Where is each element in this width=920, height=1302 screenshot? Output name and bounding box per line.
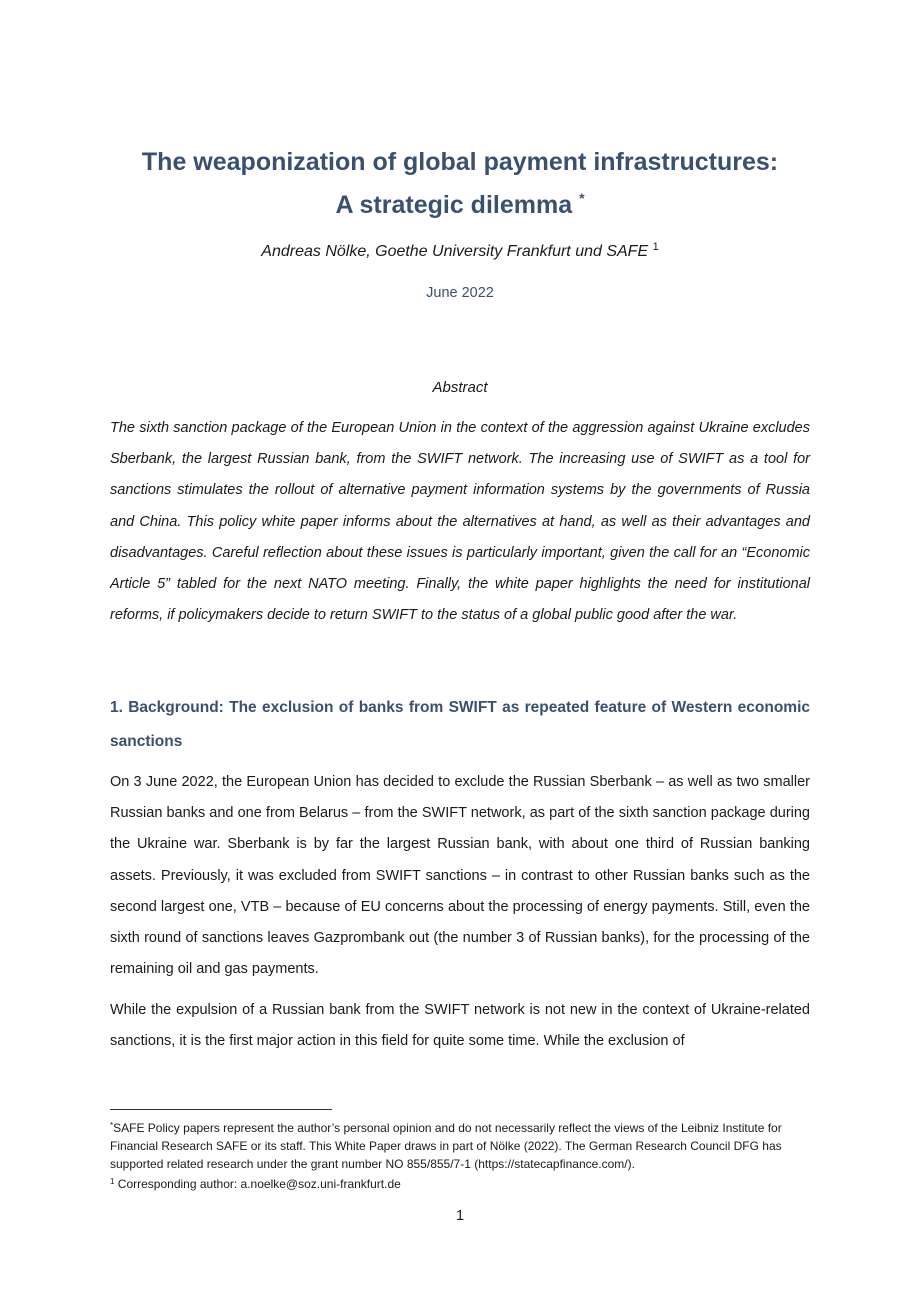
body-paragraph: While the expulsion of a Russian bank from the SWIFT network is not new in the context of Ukraine-related sanctions, it is the first major action in this field for quite some time. While the exclusion of: [110, 1002, 810, 1050]
footnote: [110, 1117, 810, 1173]
abstract-heading: Abstract: [432, 379, 488, 396]
abstract-text: The sixth sanction package of the European Union in the context of the aggression against Ukraine excludes Sberbank, the largest Russian bank, from the SWIFT network. The increasing use of SWIFT as a tool for sanctions stimulates the rollout of alternative payment information systems by the governments of Russia and China. This policy white paper informs about the alternatives at hand, as well as their advantages and disadvantages. Careful reflection about these issues is particularly important, given the call for an “Economic Article 5” tabled for the next NATO meeting. Finally, the white paper highlights the need for institutional reforms, if policymakers decide to return SWIFT to the status of a global public good after the war.: [110, 420, 810, 624]
title-line-2: A strategic dilemma: [335, 191, 573, 219]
footnotes: [110, 1117, 810, 1193]
paper-title: [60, 144, 860, 223]
footnote-text: SAFE Policy papers represent the author’s personal opinion and do not necessarily reflect the views of the Leibniz Institute for Financial Research SAFE or its staff. This White Paper draws in part of Nölke (2022). The German Research Council DFG has supported related research under the grant number NO 855/855/7-1 (https://statecapfinance.com/).: [110, 1121, 782, 1171]
author-name: Andreas Nölke, Goethe University Frankfurt und SAFE: [261, 243, 649, 260]
section-heading: 1. Background: The exclusion of banks from SWIFT as repeated feature of Western economic sanctions: [110, 699, 810, 750]
title-footnote-marker[interactable]: *: [579, 190, 585, 206]
author-line: [60, 236, 860, 263]
title-line-1: The weaponization of global payment infrastructures:: [141, 148, 779, 176]
author-footnote-marker[interactable]: 1: [652, 241, 659, 253]
body-paragraph: On 3 June 2022, the European Union has decided to exclude the Russian Sberbank – as well as two smaller Russian banks and one from Belarus – from the SWIFT network, as part of the sixth sanction package during the Ukraine war. Sberbank is by far the largest Russian bank, with about one third of Russian banking assets. Previously, it was excluded from SWIFT sanctions – in contrast to other Russian banks such as the second largest one, VTB – because of EU concerns about the processing of energy payments. Still, even the sixth round of sanctions leaves Gazprombank out (the number 3 of Russian banks), for the processing of the remaining oil and gas payments.: [110, 774, 810, 978]
footnote: [110, 1173, 810, 1193]
footnote-marker: 1: [110, 1177, 115, 1186]
footnote-text: Corresponding author: a.noelke@soz.uni-frankfurt.de: [117, 1177, 401, 1191]
footnote-divider: [110, 1109, 332, 1110]
page-number: 1: [455, 1208, 465, 1224]
publication-date: June 2022: [426, 285, 494, 301]
footnote-marker: *: [110, 1121, 114, 1130]
